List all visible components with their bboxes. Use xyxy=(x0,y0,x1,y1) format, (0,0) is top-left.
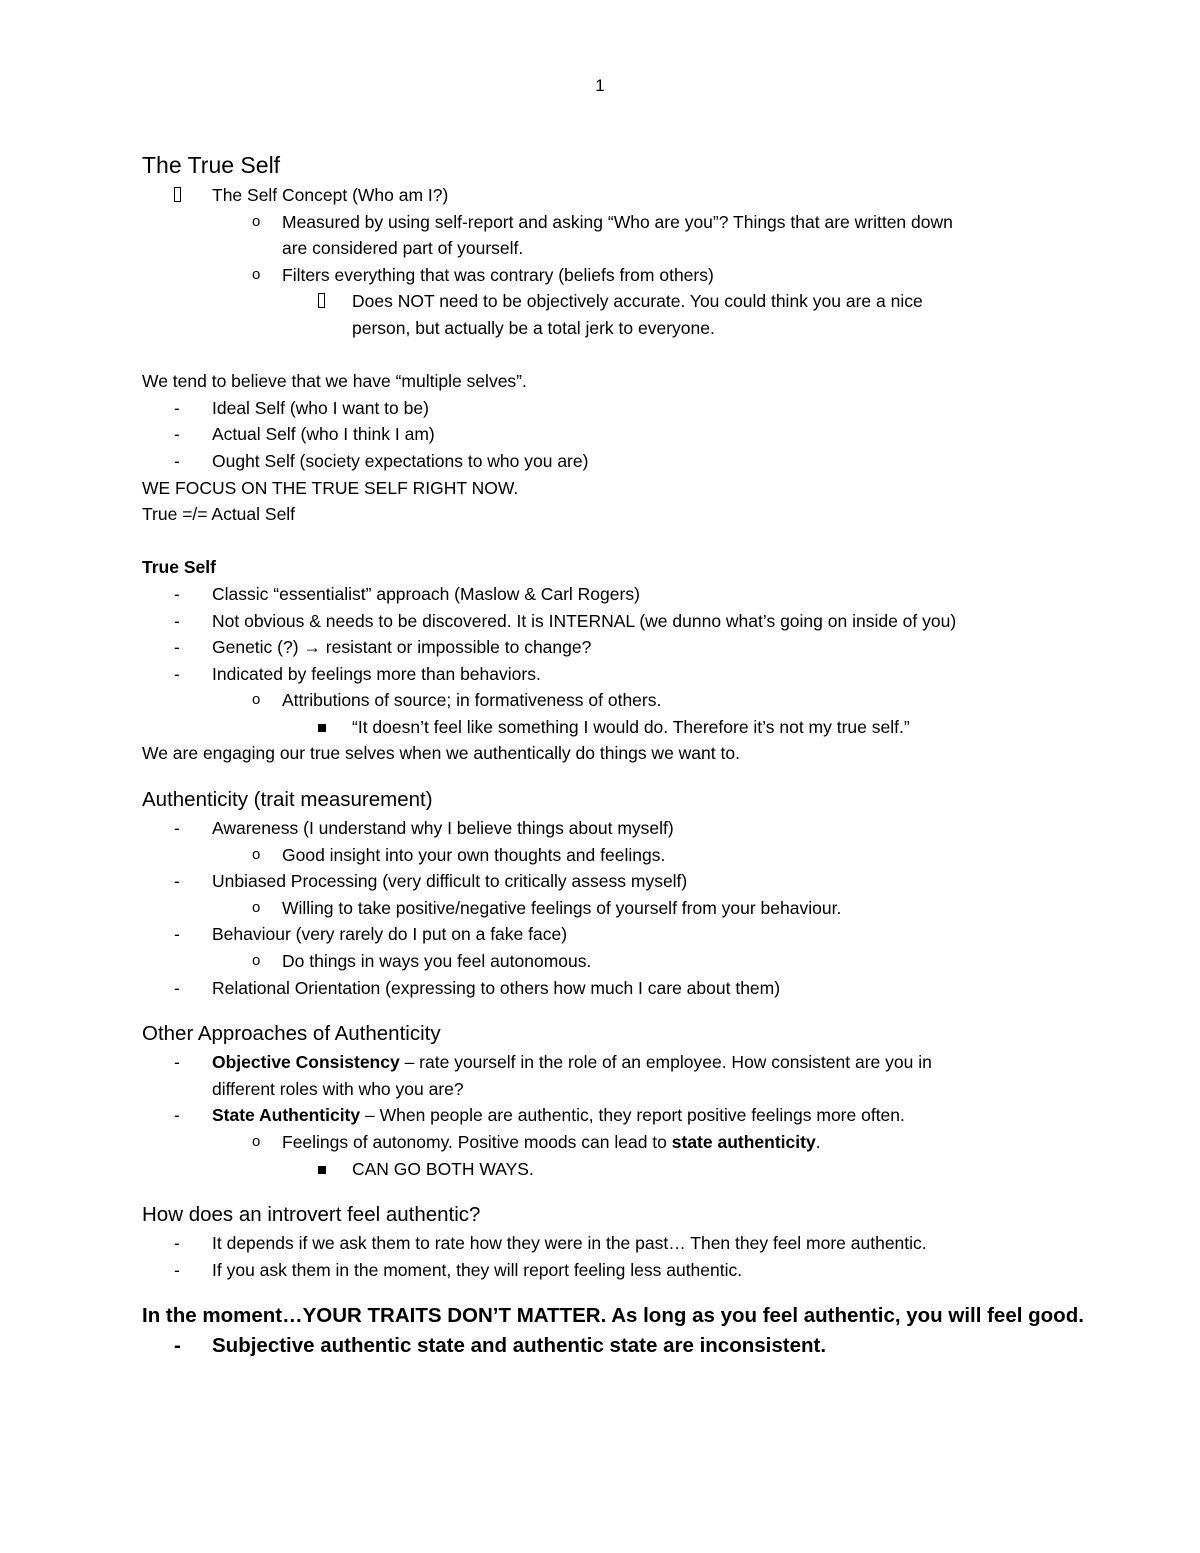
bullet-circle-icon: o xyxy=(252,845,261,863)
document-body xyxy=(142,148,1082,1361)
bullet-box-icon xyxy=(174,187,181,202)
classic-text: Classic “essentialist” approach (Maslow & Carl Rogers) xyxy=(212,583,640,604)
ideal-self-text: Ideal Self (who I want to be) xyxy=(212,397,429,418)
list-item-not-accurate xyxy=(142,288,1082,315)
bullet-dash-icon: - xyxy=(174,1233,180,1254)
heading-true-self: The True Self xyxy=(142,152,281,178)
objective-text-1: – rate yourself in the role of an employee. How consistent are you in xyxy=(399,1052,932,1073)
awareness-text: Awareness (I understand why I believe things about myself) xyxy=(212,818,674,839)
list-item-behaviour-sub xyxy=(142,948,1082,975)
bullet-dash-icon: - xyxy=(174,1052,180,1073)
behaviour-sub-text: Do things in ways you feel autonomous. xyxy=(282,951,592,972)
bullet-square-icon xyxy=(318,724,326,732)
list-item-autonomy xyxy=(142,1129,1082,1156)
bullet-dash-icon: - xyxy=(174,424,180,445)
moment-text: If you ask them in the moment, they will report feeling less authentic. xyxy=(212,1259,743,1280)
list-item-objective-consistency xyxy=(142,1049,1082,1076)
autonomy-end: . xyxy=(815,1132,821,1152)
objective-text-2: different roles with who you are? xyxy=(212,1078,464,1099)
autonomy-bold: state authenticity xyxy=(671,1132,816,1152)
state-text: – When people are authentic, they report positive feelings more often. xyxy=(360,1105,905,1126)
attributions-text: Attributions of source; in formativeness of others. xyxy=(282,690,662,711)
list-item-past xyxy=(142,1230,1082,1257)
list-item-conclusion xyxy=(142,1331,1082,1361)
list-item-not-obvious xyxy=(142,608,1082,635)
bullet-dash-icon: - xyxy=(174,637,180,658)
not-accurate-text-1: Does NOT need to be objectively accurate. You could think you are a nice xyxy=(352,291,923,312)
list-item-relational xyxy=(142,975,1082,1002)
list-item-both-ways xyxy=(142,1156,1082,1183)
list-item-ought-self xyxy=(142,448,1082,475)
list-item-measured xyxy=(142,209,1082,236)
multiple-selves-intro: We tend to believe that we have “multiple selves”. xyxy=(142,371,527,392)
list-item-ideal-self xyxy=(142,395,1082,422)
list-item-awareness-sub xyxy=(142,842,1082,869)
unbiased-sub-text: Willing to take positive/negative feelings of yourself from your behaviour. xyxy=(282,897,842,918)
not-obvious-text: Not obvious & needs to be discovered. It is INTERNAL (we dunno what’s going on inside of you) xyxy=(212,610,957,631)
both-ways-text: CAN GO BOTH WAYS. xyxy=(352,1158,534,1179)
list-item-unbiased-sub xyxy=(142,895,1082,922)
self-concept-text: The Self Concept (Who am I?) xyxy=(212,185,449,205)
list-item-actual-self xyxy=(142,421,1082,448)
actual-self-text: Actual Self (who I think I am) xyxy=(212,424,435,445)
list-item-quote xyxy=(142,714,1082,741)
bullet-circle-icon: o xyxy=(252,691,261,709)
bullet-circle-icon: o xyxy=(252,898,261,916)
state-term: State Authenticity xyxy=(212,1105,361,1126)
heading-authenticity-trait: Authenticity (trait measurement) xyxy=(142,788,433,812)
bullet-dash-icon: - xyxy=(174,818,180,839)
behaviour-text: Behaviour (very rarely do I put on a fake face) xyxy=(212,924,568,945)
relational-text: Relational Orientation (expressing to others how much I care about them) xyxy=(212,977,781,998)
list-item-filters xyxy=(142,262,1082,289)
bullet-dash-icon: - xyxy=(174,1334,181,1358)
bullet-dash-icon: - xyxy=(174,977,180,998)
not-accurate-text-2: person, but actually be a total jerk to everyone. xyxy=(352,317,715,338)
true-vs-actual: True =/= Actual Self xyxy=(142,504,296,525)
bullet-dash-icon: - xyxy=(174,610,180,631)
spacer xyxy=(142,528,1082,555)
filters-text: Filters everything that was contrary (beliefs from others) xyxy=(282,264,714,285)
bullet-dash-icon: - xyxy=(174,450,180,471)
awareness-sub-text: Good insight into your own thoughts and feelings. xyxy=(282,844,666,865)
focus-statement: WE FOCUS ON THE TRUE SELF RIGHT NOW. xyxy=(142,477,519,498)
list-item-self-concept xyxy=(142,182,1082,209)
list-item-unbiased xyxy=(142,868,1082,895)
bullet-dash-icon: - xyxy=(174,1259,180,1280)
bullet-circle-icon: o xyxy=(252,952,261,970)
list-item-feelings xyxy=(142,661,1082,688)
list-item-not-accurate-continued xyxy=(142,315,1082,342)
feelings-text: Indicated by feelings more than behaviors. xyxy=(212,663,541,684)
bullet-dash-icon: - xyxy=(174,1105,180,1126)
list-item-moment xyxy=(142,1257,1082,1284)
genetic-text: Genetic (?) → resistant or impossible to change? xyxy=(212,637,592,658)
conclusion-text: Subjective authentic state and authentic state are inconsistent. xyxy=(212,1334,827,1358)
bullet-dash-icon: - xyxy=(174,924,180,945)
bullet-circle-icon: o xyxy=(252,212,261,230)
measured-text-2: are considered part of yourself. xyxy=(282,238,524,259)
bullet-dash-icon: - xyxy=(174,663,180,684)
true-self-summary: We are engaging our true selves when we authentically do things we want to. xyxy=(142,743,740,764)
autonomy-text: Feelings of autonomy. Positive moods can lead to xyxy=(282,1132,672,1152)
bullet-box-icon xyxy=(318,293,325,308)
heading-introvert: How does an introvert feel authentic? xyxy=(142,1203,481,1227)
list-item-behaviour xyxy=(142,921,1082,948)
bullet-circle-icon: o xyxy=(252,1133,261,1150)
list-item-classic xyxy=(142,581,1082,608)
list-item-state-authenticity xyxy=(142,1102,1082,1129)
past-text: It depends if we ask them to rate how they were in the past… Then they feel more authentic. xyxy=(212,1233,927,1254)
bullet-circle-icon: o xyxy=(252,265,261,283)
bullet-dash-icon: - xyxy=(174,583,180,604)
measured-text-1: Measured by using self-report and asking “Who are you”? Things that are written down xyxy=(282,211,953,232)
heading-conclusion: In the moment…YOUR TRAITS DON’T MATTER. As long as you feel authentic, you will feel good. xyxy=(142,1304,1084,1328)
spacer xyxy=(142,342,1082,369)
list-item-genetic xyxy=(142,634,1082,661)
unbiased-text: Unbiased Processing (very difficult to critically assess myself) xyxy=(212,871,688,892)
page-number: 1 xyxy=(595,76,605,95)
objective-term: Objective Consistency xyxy=(212,1052,400,1073)
heading-true-self-detail: True Self xyxy=(142,557,216,578)
list-item-measured-continued xyxy=(142,235,1082,262)
bullet-dash-icon: - xyxy=(174,397,180,418)
heading-other-approaches: Other Approaches of Authenticity xyxy=(142,1022,441,1046)
list-item-awareness xyxy=(142,815,1082,842)
quote-text: “It doesn’t feel like something I would do. Therefore it’s not my true self.” xyxy=(352,716,910,737)
bullet-dash-icon: - xyxy=(174,871,180,892)
ought-self-text: Ought Self (society expectations to who you are) xyxy=(212,450,589,471)
list-item-attributions xyxy=(142,687,1082,714)
list-item-objective-continued xyxy=(142,1076,1082,1103)
bullet-square-icon xyxy=(318,1166,326,1174)
